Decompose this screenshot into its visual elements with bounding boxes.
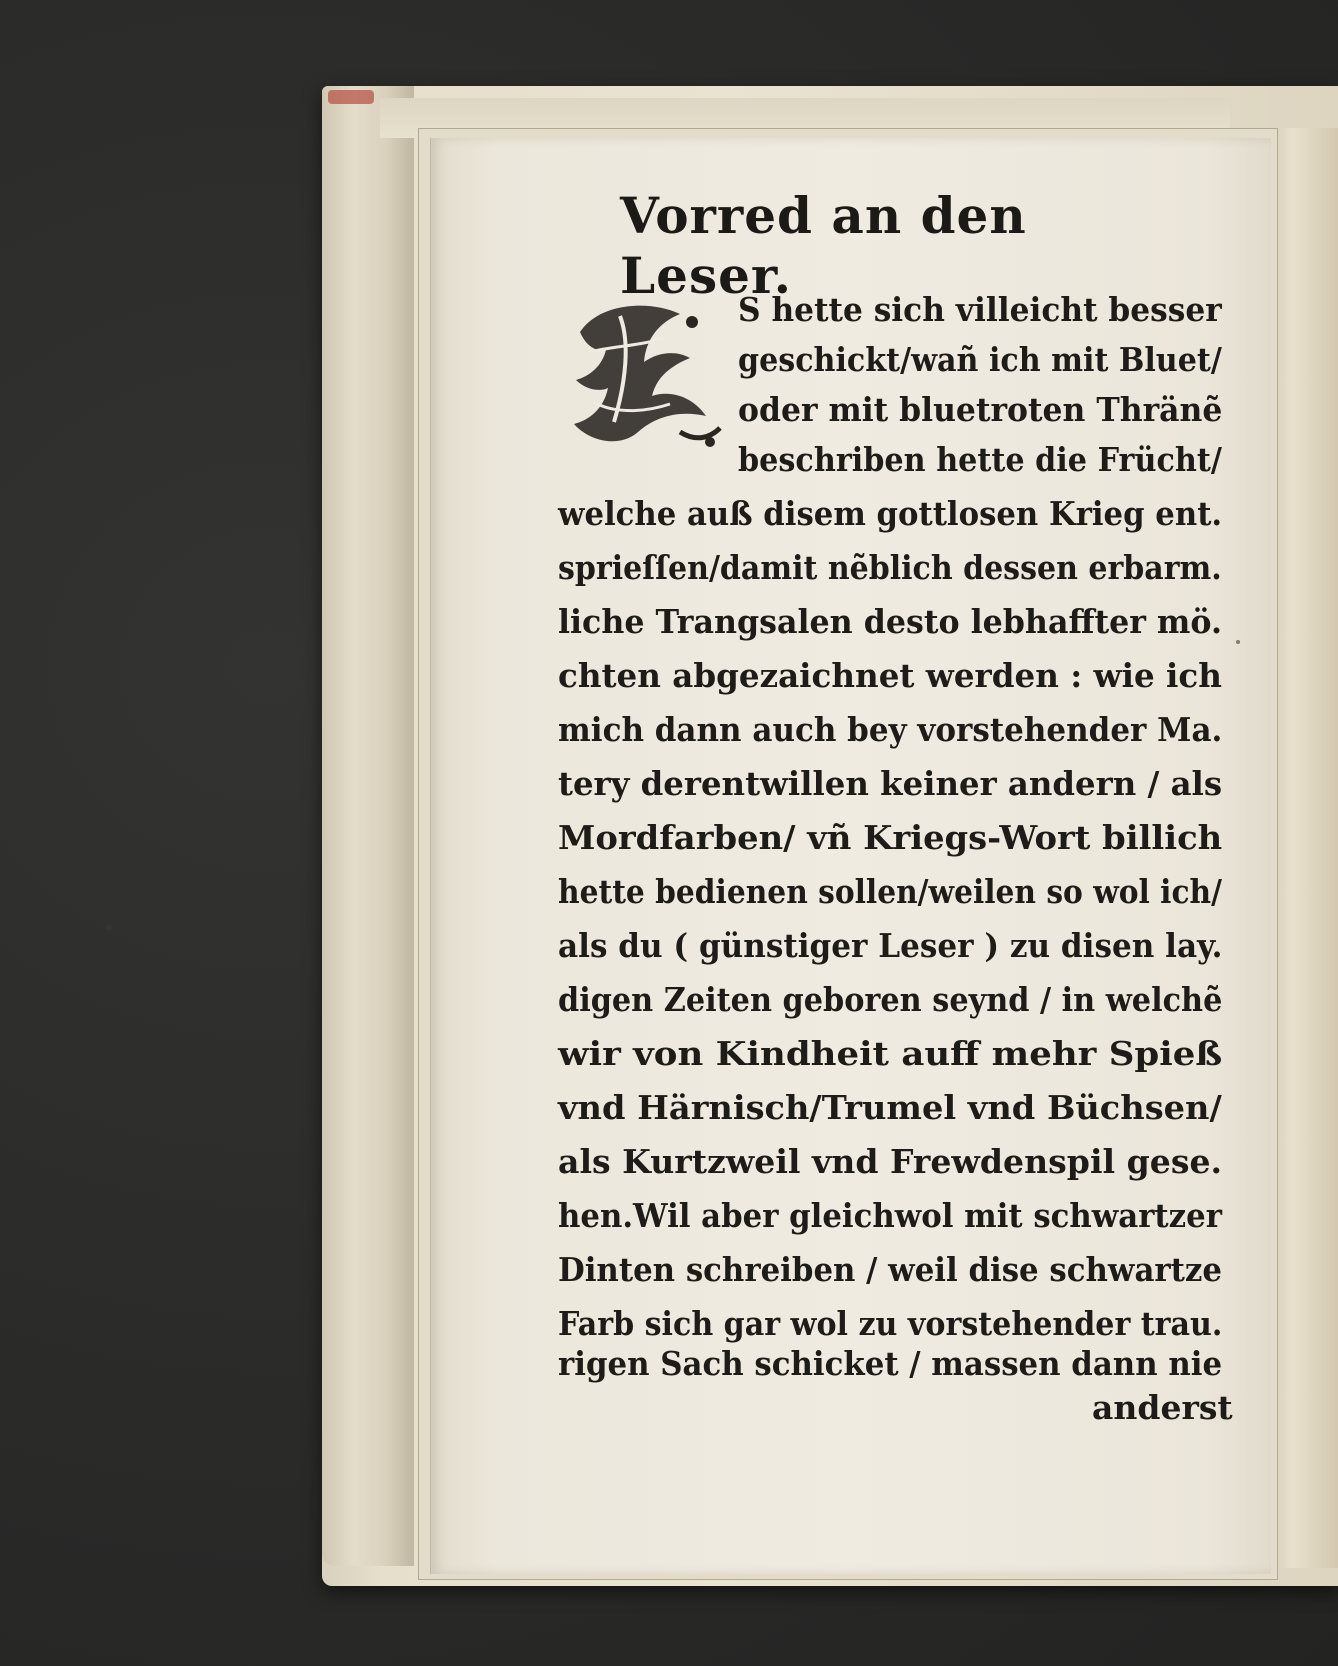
- text-line-2: geschickt/wañ ich mit Bluet/: [738, 340, 1222, 379]
- page-title: Vorred an den Leser.: [620, 186, 1027, 305]
- text-line-7: liche Trangsalen desto lebhaffter mö.: [558, 602, 1223, 641]
- text-line-17: als Kurtzweil vnd Frewdenspil gese.: [558, 1142, 1223, 1181]
- decorated-initial-graphic: [560, 292, 728, 460]
- text-line-10: tery derentwillen keiner andern / als: [558, 764, 1223, 803]
- dust-speck: [1236, 640, 1240, 644]
- dust-speck: [106, 924, 112, 930]
- text-line-13: als du ( günstiger Leser ) zu disen lay.: [558, 926, 1223, 965]
- text-line-3: oder mit bluetroten Thränẽ: [738, 390, 1223, 429]
- binding-spine-fold: [322, 86, 414, 1566]
- text-line-9: mich dann auch bey vorstehender Ma.: [558, 710, 1223, 749]
- decorated-initial: [560, 292, 728, 460]
- text-line-11: Mordfarben/ vñ Kriegs-Wort billich: [558, 818, 1223, 857]
- facing-page-edge: [1270, 128, 1338, 1568]
- text-line-14: digen Zeiten geboren seynd / in welchẽ: [558, 980, 1223, 1019]
- text-line-15: wir von Kindheit auff mehr Spieß: [558, 1034, 1223, 1073]
- text-line-12: hette bedienen sollen/weilen so wol ich/: [558, 872, 1222, 911]
- text-line-1: S hette sich villeicht besser: [738, 290, 1222, 329]
- text-line-18: hen.Wil aber gleichwol mit schwartzer: [558, 1196, 1222, 1235]
- text-line-5: welche auß disem gottlosen Krieg ent.: [558, 494, 1223, 533]
- text-line-6: sprieſſen/damit nẽblich dessen erbarm.: [558, 548, 1222, 587]
- text-line-16: vnd Härnisch/Trumel vnd Büchsen/: [558, 1088, 1222, 1127]
- text-line-4: beschriben hette die Frücht/: [738, 440, 1222, 479]
- text-line-21: rigen Sach schicket / massen dann nie: [558, 1344, 1223, 1383]
- text-line-8: chten abgezaichnet werden : wie ich: [558, 656, 1222, 695]
- text-line-19: Dinten schreiben / weil dise schwartze: [558, 1250, 1222, 1289]
- binding-corner-mark: [328, 90, 374, 104]
- catchword: anderst: [1092, 1388, 1233, 1427]
- text-line-20: Farb sich gar wol zu vorstehender trau.: [558, 1304, 1223, 1343]
